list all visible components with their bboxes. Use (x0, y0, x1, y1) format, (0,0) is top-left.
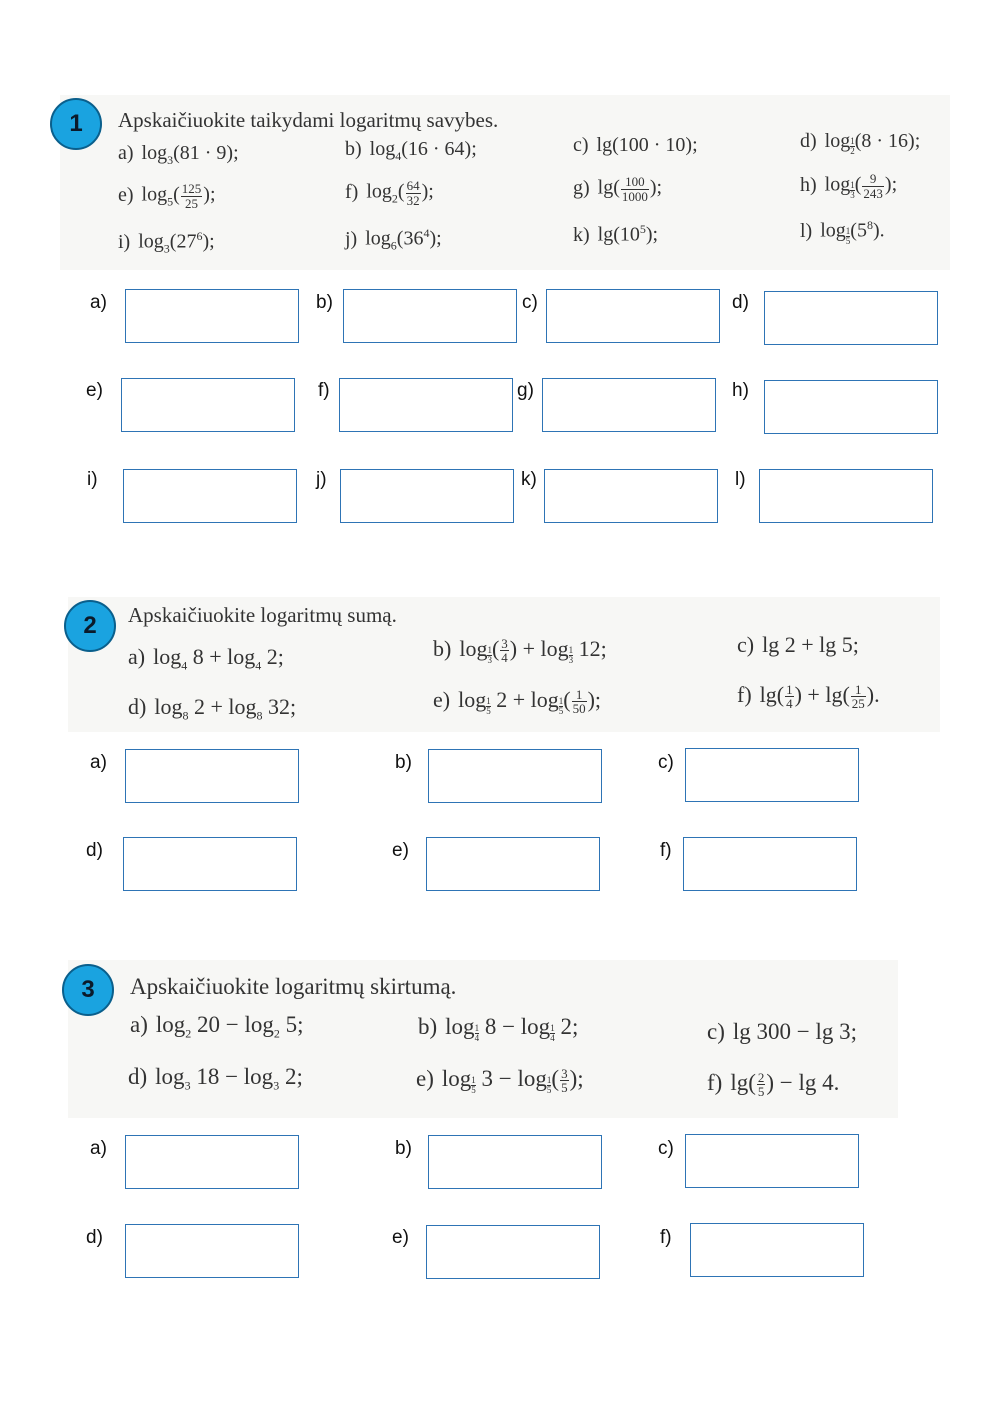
problem-2a: a) $\log_4 8 + \log_4 2$; (128, 644, 284, 673)
answer-label-3e: e) (392, 1227, 409, 1248)
answer-label-1d: d) (732, 292, 749, 313)
problem-1e: e) $\log_5$( $\frac{125}{25}$ ); (118, 181, 216, 211)
answer-box-2b[interactable] (428, 749, 602, 803)
section-1-title: Apskaičiuokite taikydami logaritmų savybes. (118, 108, 499, 132)
answer-box-1f[interactable] (339, 378, 513, 432)
answer-label-1i: i) (87, 469, 98, 490)
problem-3a: a) $\log_2 20 - \log_2 5$; (130, 1012, 304, 1041)
answer-box-1b[interactable] (343, 289, 517, 343)
answer-label-3c: c) (658, 1138, 674, 1159)
section-2-title: Apskaičiuokite logaritmų sumą. (128, 603, 397, 627)
answer-box-2f[interactable] (683, 837, 857, 891)
answer-label-2e: e) (392, 840, 409, 861)
problem-2c: c) lg 2 + lg 5; (737, 632, 859, 657)
problem-1g: g) lg( $\frac{100}{1000}$ ); (573, 174, 663, 204)
problem-3f: f) lg( $\frac{2}{5}$ ) − lg 4. (707, 1069, 840, 1100)
answer-label-1g: g) (517, 380, 534, 401)
answer-label-1j: j) (316, 469, 327, 490)
answer-label-1b: b) (316, 292, 333, 313)
problem-1i: i) $\log_3(27^6)$; (118, 229, 215, 256)
answer-label-2d: d) (86, 840, 103, 861)
answer-box-1e[interactable] (121, 378, 295, 432)
answer-box-1h[interactable] (764, 380, 938, 434)
answer-box-3b[interactable] (428, 1135, 602, 1189)
answer-label-1f: f) (318, 380, 330, 401)
answer-label-1c: c) (522, 292, 538, 313)
answer-box-1i[interactable] (123, 469, 297, 523)
answer-label-1l: l) (735, 469, 746, 490)
problem-3d: d) $\log_3 18 - \log_3 2$; (128, 1064, 303, 1093)
answer-label-3b: b) (395, 1138, 412, 1159)
section-3-title: Apskaičiuokite logaritmų skirtumą. (130, 974, 457, 999)
answer-box-1d[interactable] (764, 291, 938, 345)
answer-label-2f: f) (660, 840, 672, 861)
answer-box-1g[interactable] (542, 378, 716, 432)
answer-label-1e: e) (86, 380, 103, 401)
problem-1k: k) $\lg(10^5)$; (573, 222, 659, 246)
problem-1l: l) log $\frac{1}{5}$ $(5^8)$. (800, 218, 885, 246)
answer-box-1c[interactable] (546, 289, 720, 343)
problem-2f: f) lg( $\frac{1}{4}$ ) + lg( $\frac{1}{25}$ ). (737, 681, 880, 712)
problem-3e: e) log $\frac{1}{5}$ 3 − log $\frac{1}{5}$ ( $\frac{3}{5}$ ); (416, 1065, 584, 1096)
problem-1d: d) log $\frac{1}{2}$ (8 · 16); (800, 130, 921, 156)
answer-box-1a[interactable] (125, 289, 299, 343)
problem-1h: h) log $\frac{1}{3}$ ( $\frac{9}{243}$ ); (800, 171, 898, 201)
answer-box-2a[interactable] (125, 749, 299, 803)
problem-1a: a) $\log_3(81 \cdot 9)$; (118, 142, 239, 167)
answer-label-1a: a) (90, 292, 107, 313)
section-3-badge: 3 (62, 964, 114, 1016)
answer-box-2e[interactable] (426, 837, 600, 891)
answer-box-3e[interactable] (426, 1225, 600, 1279)
answer-box-3f[interactable] (690, 1223, 864, 1277)
answer-box-1k[interactable] (544, 469, 718, 523)
problem-3c: c) lg 300 − lg 3; (707, 1019, 858, 1044)
answer-label-3d: d) (86, 1227, 103, 1248)
answer-label-2a: a) (90, 752, 107, 773)
problem-1c: c) lg(100 · 10); (573, 134, 698, 156)
problem-1f: f) $\log_2$( $\frac{64}{32}$ ); (345, 178, 434, 208)
answer-label-3a: a) (90, 1138, 107, 1159)
answer-label-3f: f) (660, 1227, 672, 1248)
problem-2d: d) $\log_8 2 + \log_8 32$; (128, 694, 297, 723)
answer-box-2c[interactable] (685, 748, 859, 802)
problem-2e: e) log $\frac{1}{5}$ 2 + log $\frac{1}{5}$ ( $\frac{1}{50}$ ); (433, 686, 602, 717)
answer-label-1k: k) (521, 469, 537, 490)
answer-label-1h: h) (732, 380, 749, 401)
section-2-badge: 2 (64, 600, 116, 652)
answer-box-1j[interactable] (340, 469, 514, 523)
problem-1j: j) $\log_6(36^4)$; (345, 226, 442, 253)
answer-label-2b: b) (395, 752, 412, 773)
answer-box-3c[interactable] (685, 1134, 859, 1188)
answer-box-3a[interactable] (125, 1135, 299, 1189)
answer-box-2d[interactable] (123, 837, 297, 891)
answer-box-1l[interactable] (759, 469, 933, 523)
section-1-badge: 1 (50, 98, 102, 150)
problem-2b: b) log $\frac{1}{3}$ ( $\frac{3}{4}$ ) + log $\frac{1}{3}$ 12; (433, 635, 607, 666)
answer-box-3d[interactable] (125, 1224, 299, 1278)
problem-3b: b) log $\frac{1}{4}$ 8 − log $\frac{1}{4}$ 2; (418, 1014, 579, 1043)
problem-1b: b) $\log_4(16 \cdot 64)$; (345, 138, 477, 163)
answer-label-2c: c) (658, 752, 674, 773)
